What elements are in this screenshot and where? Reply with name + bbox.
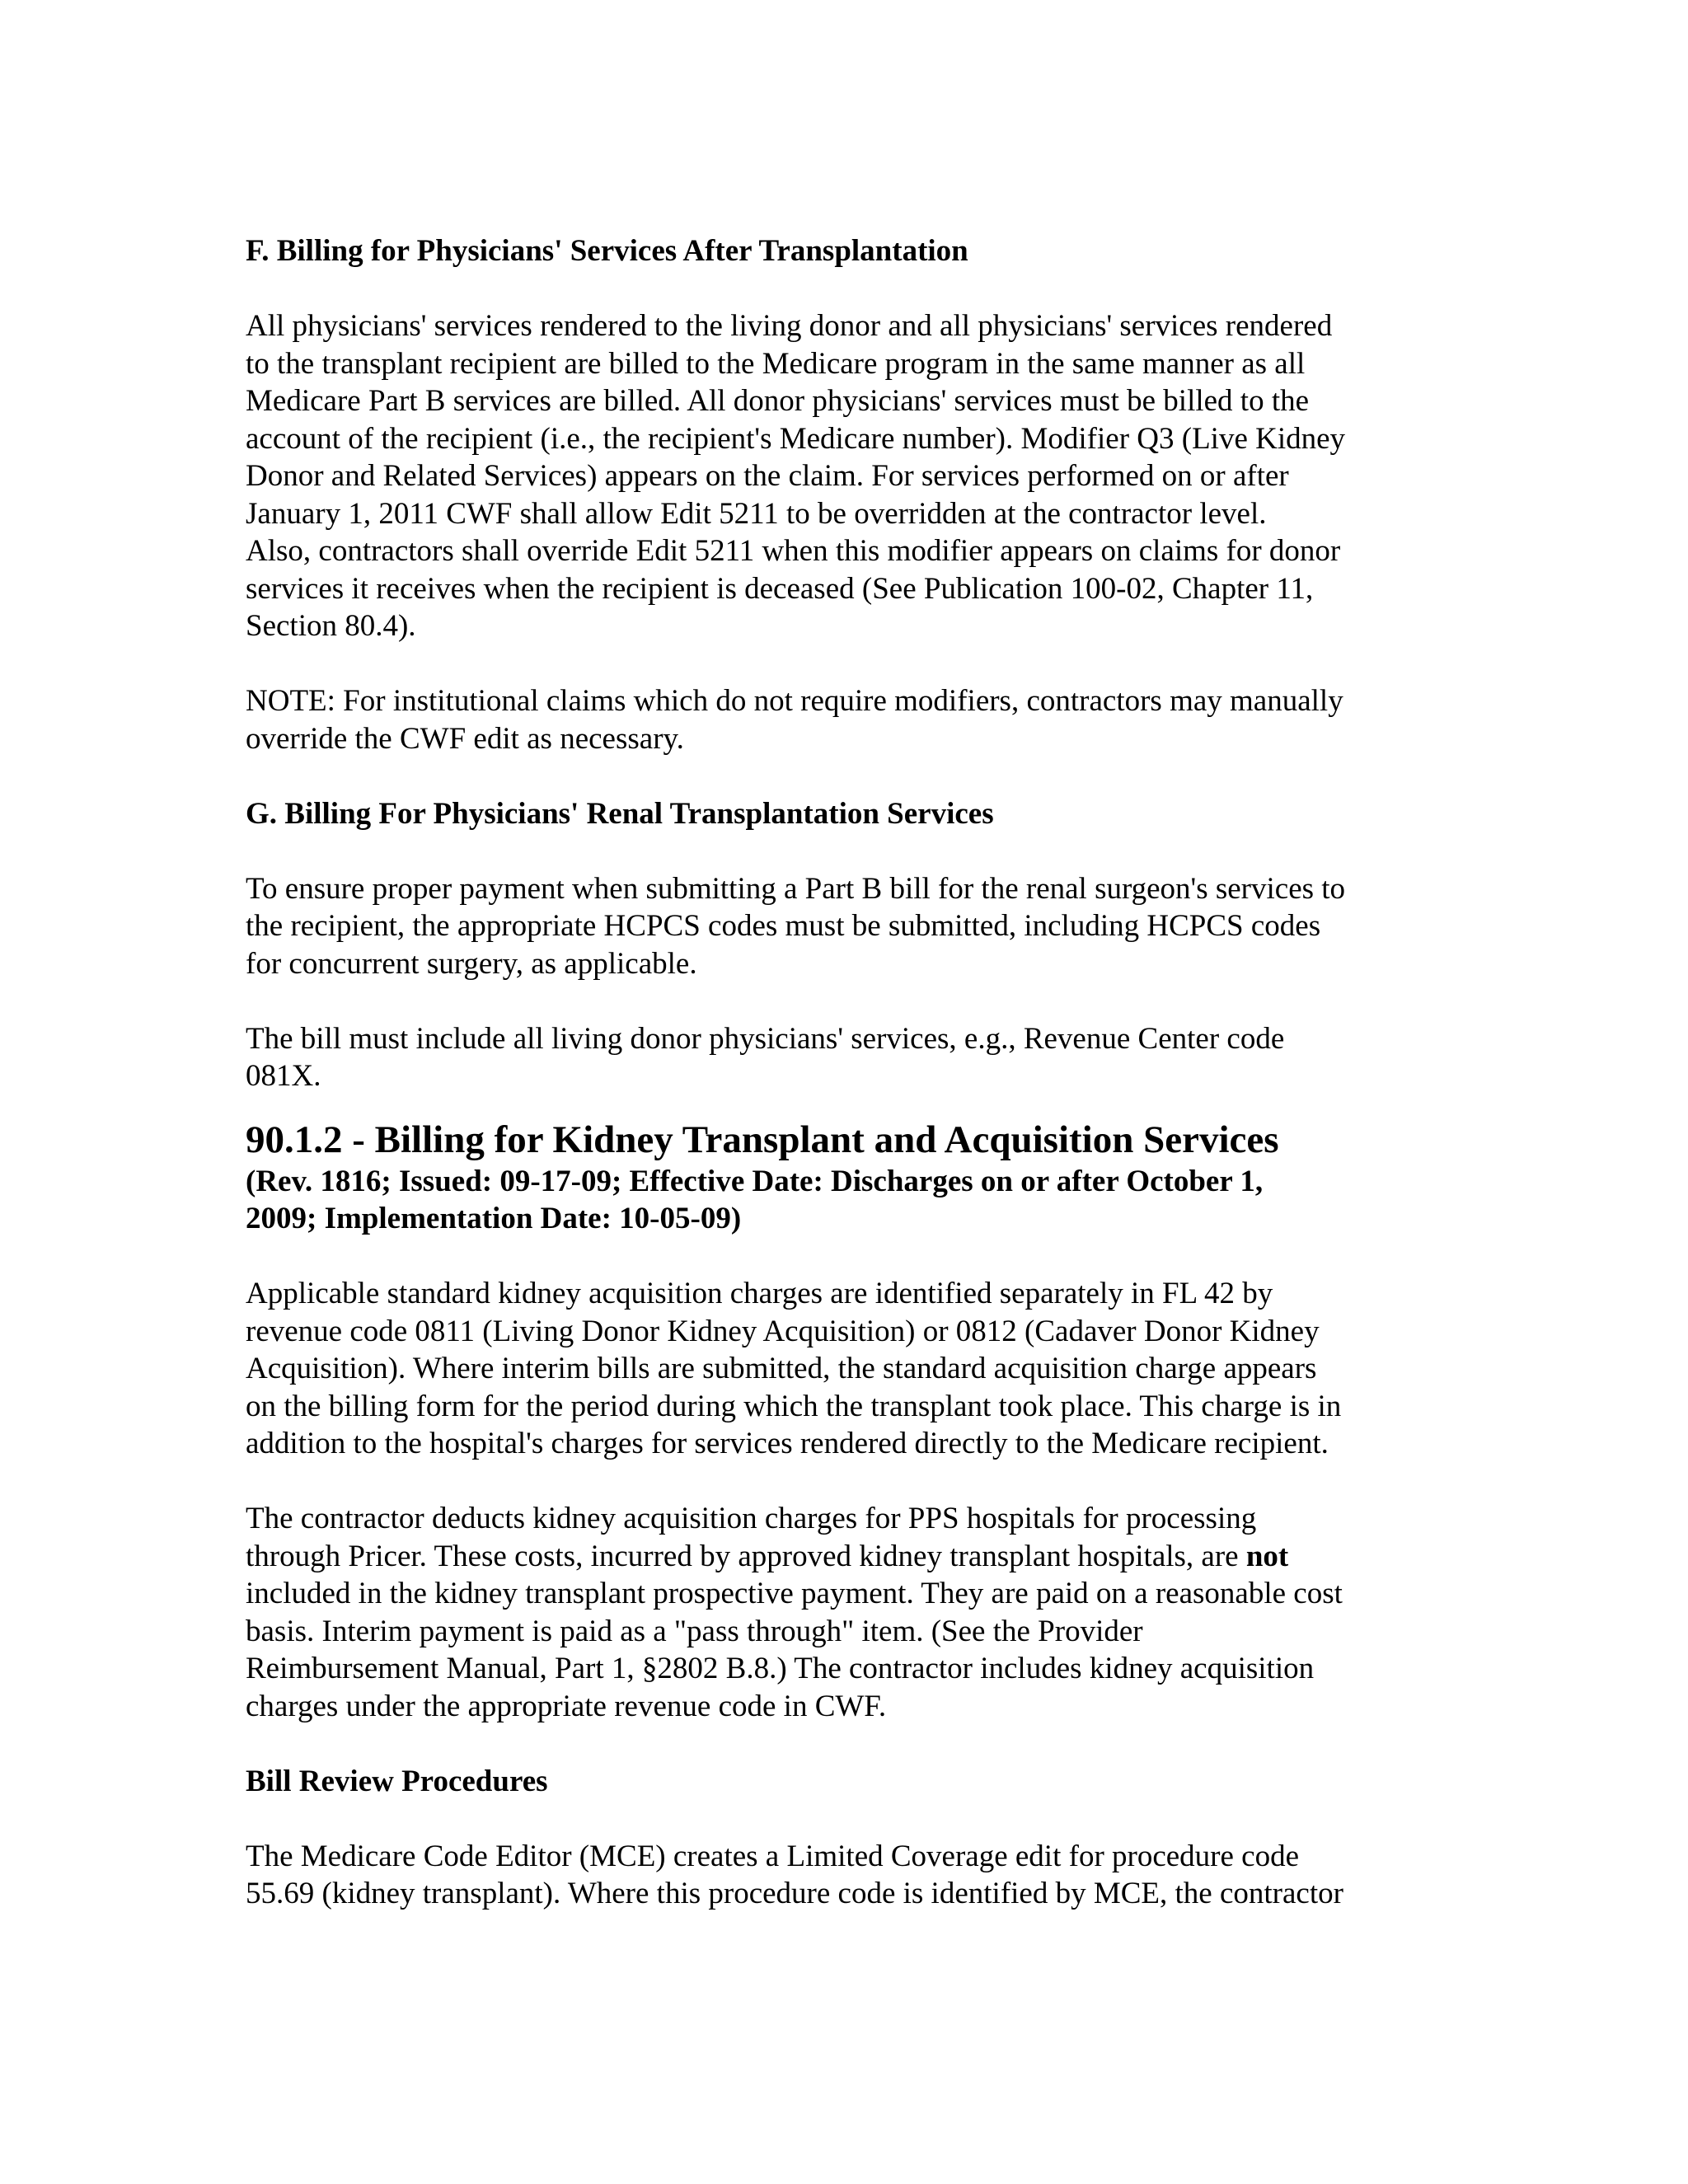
section-90-1-2-paragraph-1 <box>246 1275 1449 1463</box>
text-line: the recipient, the appropriate HCPCS codes must be submitted, including HCPCS codes <box>246 909 1321 943</box>
text-line: The bill must include all living donor physicians' services, e.g., Revenue Center code <box>246 1021 1285 1056</box>
text-line: charges under the appropriate revenue code in CWF. <box>246 1689 887 1723</box>
text-line: The contractor deducts kidney acquisition charges for PPS hospitals for processing <box>246 1502 1257 1535</box>
text-line: account of the recipient (i.e., the recipient's Medicare number). Modifier Q3 (Live Kidney <box>246 421 1346 456</box>
text-line: All physicians' services rendered to the living donor and all physicians' services rendered <box>246 309 1333 343</box>
section-f-heading: F. Billing for Physicians' Services After Transplantation <box>246 234 968 268</box>
text-line: Donor and Related Services) appears on the claim. For services performed on or after <box>246 459 1289 493</box>
text-line: addition to the hospital's charges for services rendered directly to the Medicare recipient. <box>246 1427 1329 1460</box>
text-line: NOTE: For institutional claims which do not require modifiers, contractors may manually <box>246 684 1343 718</box>
section-f-note <box>246 682 1449 757</box>
section-f-paragraph <box>246 307 1449 645</box>
text-line: for concurrent surgery, as applicable. <box>246 946 697 981</box>
text-line: on the billing form for the period during which the transplant took place. This charge is in <box>246 1389 1342 1423</box>
section-g-paragraph-1 <box>246 870 1449 983</box>
text-line: 2009; Implementation Date: 10-05-09) <box>246 1202 742 1235</box>
text-line: The Medicare Code Editor (MCE) creates a Limited Coverage edit for procedure code <box>246 1839 1300 1873</box>
text-line: (Rev. 1816; Issued: 09-17-09; Effective Date: Discharges on or after October 1, <box>246 1164 1264 1198</box>
text-line: Medicare Part B services are billed. All donor physicians' services must be billed to the <box>246 384 1310 418</box>
text-line <box>246 1538 1449 1576</box>
bill-review-paragraph <box>246 1838 1449 1913</box>
revision-info <box>246 1163 1449 1238</box>
text-line: January 1, 2011 CWF shall allow Edit 5211 to be overridden at the contractor level. <box>246 496 1267 531</box>
text-line: override the CWF edit as necessary. <box>246 721 684 756</box>
text-line: Applicable standard kidney acquisition charges are identified separately in FL 42 by <box>246 1277 1273 1310</box>
text-line: 55.69 (kidney transplant). Where this procedure code is identified by MCE, the contractor <box>246 1877 1343 1910</box>
bill-review-heading: Bill Review Procedures <box>246 1764 548 1798</box>
document-page <box>246 232 1449 1913</box>
text-line: Reimbursement Manual, Part 1, §2802 B.8.) The contractor includes kidney acquisition <box>246 1652 1315 1685</box>
text-line: included in the kidney transplant prospective payment. They are paid on a reasonable cost <box>246 1577 1343 1610</box>
section-90-1-2-title: 90.1.2 - Billing for Kidney Transplant and Acquisition Services <box>246 1118 1279 1161</box>
section-g-paragraph-2 <box>246 1020 1449 1095</box>
section-90-1-2-paragraph-2 <box>246 1500 1449 1725</box>
emphasis-not: not <box>1245 1539 1289 1573</box>
section-g-heading: G. Billing For Physicians' Renal Transplantation Services <box>246 796 994 831</box>
text-line: 081X. <box>246 1059 321 1093</box>
text-line: Also, contractors shall override Edit 5211 when this modifier appears on claims for donor <box>246 534 1341 568</box>
text-line: Acquisition). Where interim bills are submitted, the standard acquisition charge appears <box>246 1352 1317 1385</box>
text-line: Section 80.4). <box>246 609 416 643</box>
text-line: revenue code 0811 (Living Donor Kidney Acquisition) or 0812 (Cadaver Donor Kidney <box>246 1314 1320 1348</box>
text-run: through Pricer. These costs, incurred by approved kidney transplant hospitals, are <box>246 1539 1246 1573</box>
text-line: To ensure proper payment when submitting a Part B bill for the renal surgeon's services to <box>246 871 1346 906</box>
text-line: services it receives when the recipient is deceased (See Publication 100-02, Chapter 11, <box>246 571 1314 606</box>
text-line: to the transplant recipient are billed to the Medicare program in the same manner as all <box>246 346 1306 381</box>
text-line: basis. Interim payment is paid as a "pass through" item. (See the Provider <box>246 1614 1143 1648</box>
